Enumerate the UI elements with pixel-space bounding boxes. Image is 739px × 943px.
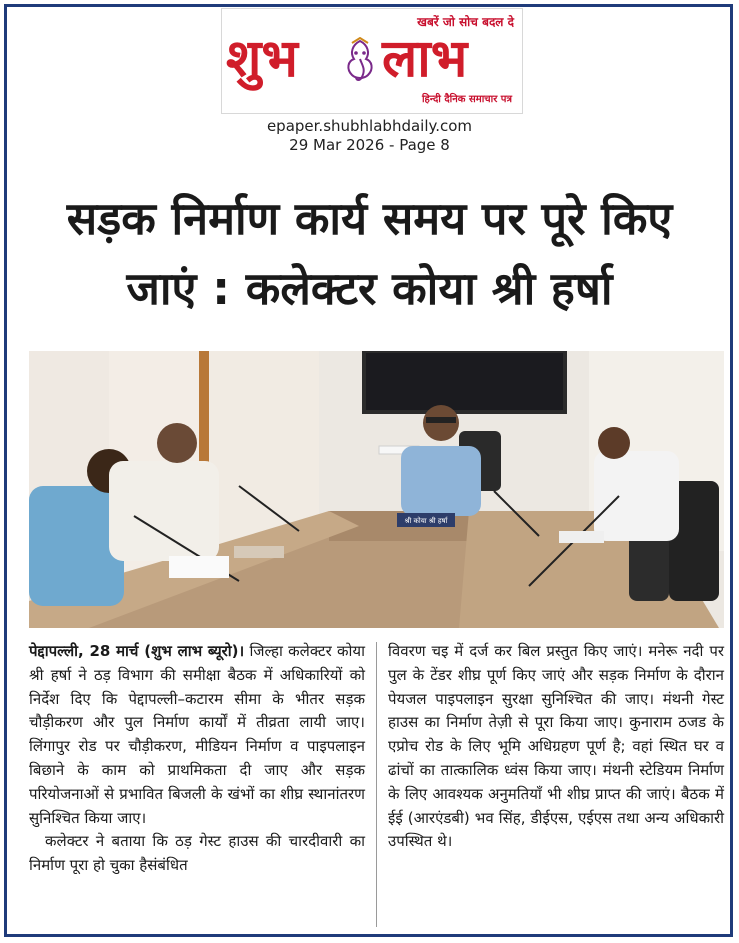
ganesh-logo-icon [340, 37, 380, 85]
right-paragraph-1: विवरण चइ में दर्ज कर बिल प्रस्तुत किए जाएं। मनेरू नदी पर पुल के टेंडर शीघ्र पूर्ण किए जाएं और सड़क निर्माण के दौरान पेयजल पाइपलाइन सुरक्षा सुनिश्चित की जाए। मंथनी गेस्ट हाउस का निर्माण तेज़ी से पूरा किया जाए। कुनाराम ठजड के एप्रोच रोड के लिए भूमि अधिग्रहण पूर्ण है; वहां स्थित घर व ढांचों का तात्कालिक ध्वंस किया जाए। मंथनी स्टेडियम निर्माण के लिए आवश्यक अनुमतियाँ भी शीघ्र प्राप्त की जाएं। बैठक में ईई (आरएंडबी) भव सिंह, डीईएस, एईएस तथा अन्य अधिकारी उपस्थित थे। [388, 642, 724, 851]
nameplate-text: श्री कोया श्री हर्षा [404, 517, 448, 525]
masthead-tagline: खबरें जो सोच बदल दे [417, 15, 514, 29]
article-column-right [388, 640, 724, 854]
masthead-subtitle: हिन्दी दैनिक समाचार पत्र [421, 94, 512, 105]
epaper-url: epaper.shubhlabhdaily.com [266, 117, 473, 135]
left-paragraph-1: जिल्हा कलेक्टर कोया श्री हर्षा ने ठड़ विभाग की समीक्षा बैठक में अधिकारियों को निर्देश दिए कि पेद्दापल्ली–कटारम सीमा के भीतर सड़क चौड़ीकरण और पुल निर्माण कार्यों में तीव्रता लायी जाए। लिंगापुर रोड पर चौड़ीकरण, मीडियन निर्माण व पाइपलाइन बिछाने के काम को प्राथमिकता दी जाए और सड़क परियोजनाओं से प्रभावित बिजली के खंभों का शीघ्र स्थानांतरण सुनिश्चित किया जाए। [29, 642, 365, 827]
column-divider [376, 642, 377, 927]
masthead [221, 8, 523, 114]
logo-word-labh: लाभ [382, 28, 468, 89]
meeting-photo-illustration [29, 351, 724, 628]
meeting-photo [29, 351, 724, 628]
article-column-left [29, 640, 365, 878]
headline-line-1: सड़क निर्माण कार्य समय पर पूरे किए [66, 192, 673, 245]
edition-date-page: 29 Mar 2026 - Page 8 [289, 136, 450, 154]
left-paragraph-2: कलेक्टर ने बताया कि ठड़ गेस्ट हाउस की चारदीवारी का निर्माण पूरा हो चुका हैसंबंधित [29, 832, 365, 875]
article-dateline: पेद्दापल्ली, 28 मार्च (शुभ लाभ ब्यूरो)। [29, 642, 245, 660]
headline-line-2: जाएं : कलेक्टर कोया श्री हर्षा [126, 262, 613, 315]
article-headline [10, 184, 729, 324]
logo-word-shubh: शुभ [226, 28, 298, 89]
article-body [29, 640, 724, 930]
